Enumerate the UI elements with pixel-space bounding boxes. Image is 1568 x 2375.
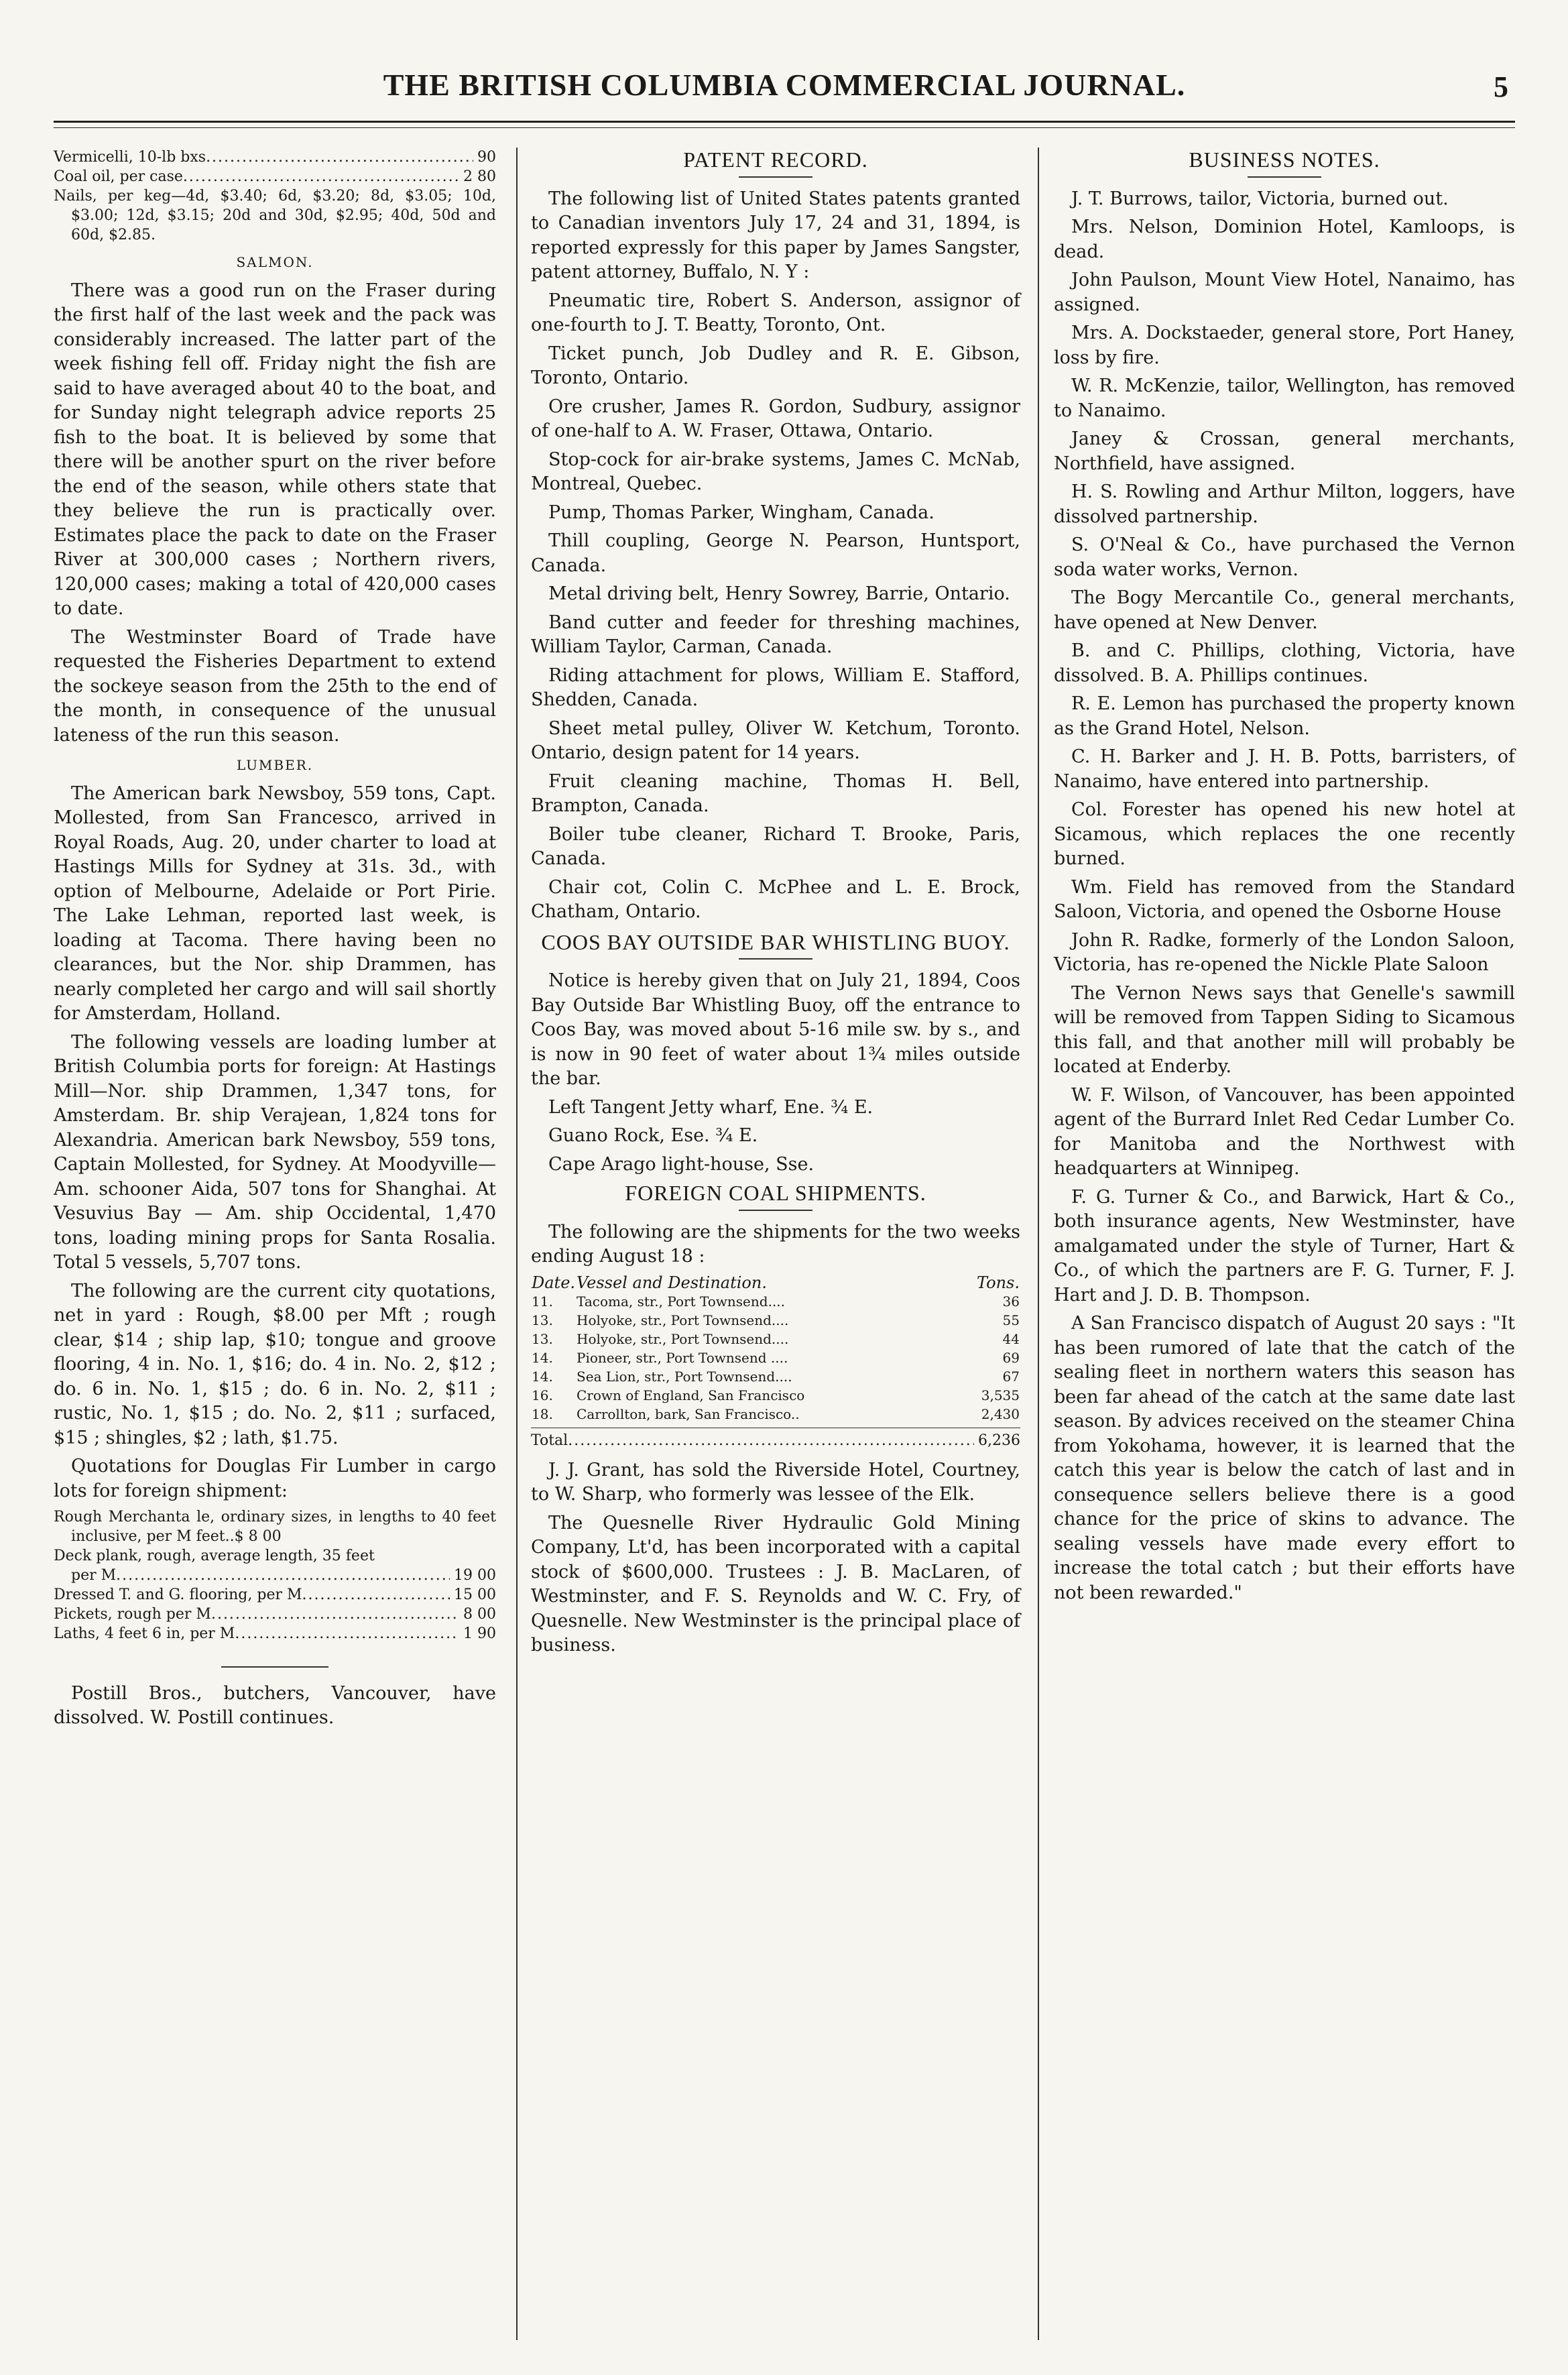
section-heading-lumber: LUMBER. [236, 757, 314, 773]
heading-rule [1248, 176, 1321, 178]
business-note: Mrs. Nelson, Dominion Hotel, Kamloops, is dead. [1054, 217, 1515, 262]
business-note: J. T. Burrows, tailor, Victoria, burned out. [1071, 188, 1449, 209]
table-row: 14. Pioneer, str., Port Townsend .... 69 [532, 1349, 1020, 1366]
masthead [54, 47, 1515, 127]
page-number: 5 [1494, 70, 1508, 103]
paragraph: The Westminster Board of Trade have requested the Fisheries Department to extend the sockeye season from the 25th to the end of the month, in consequence of the unusual lateness of the run this season. [54, 626, 496, 746]
column-patents-shipments [531, 148, 1020, 2340]
business-note: Janey & Crossan, general merchants, Northfield, have assigned. [1054, 428, 1515, 474]
heading-rule [739, 958, 812, 960]
coal-total-line: Total ..... 6,236 [531, 1428, 1020, 1450]
column-header-tons: Tons. [977, 1273, 1020, 1292]
section-heading-coos-bay: COOS BAY OUTSIDE BAR WHISTLING BUOY. [541, 929, 1010, 954]
bearing-line: Left Tangent Jetty wharf, Ene. ¾ E. [548, 1096, 873, 1118]
business-note: John R. Radke, formerly of the London Saloon, Victoria, has re-opened the Nickle Plate Saloon [1054, 929, 1515, 975]
business-note: B. and C. Phillips, clothing, Victoria, have dissolved. B. A. Phillips continues. [1054, 640, 1515, 686]
paragraph: The following are the current city quotations, net in yard : Rough, $8.00 per Mft ; rough clear, $14 ; ship lap, $10; tongue and groove flooring, 4 in. No. 1, $16; do. 4 in. No. 2, $12 ; do. 6 in. No. 1, $15 ; do. 6 in. No. 2, $11 ; rustic, No. 1, $15 ; do. No. 2, $11 ; surfaced, $15 ; shingles, $2 ; lath, $1.75. [54, 1280, 496, 1448]
paragraph: There was a good run on the Fraser during the first half of the last week and the pack was considerably increased. The latter part of the week fishing fell off. Friday night the fish are said to have averaged about 40 to the boat, and for Sunday night telegraph advice reports 25 fish to the boat. It is believed by some that there will be another spurt on the river before the end of the season, while others state that they believe the run is practically over. Estimates place the pack to date on the Fraser River at 300,000 cases ; Northern rivers, 120,000 cases; making a total of 420,000 cases to date. [54, 280, 496, 619]
price-line: per M ..... 19 00 [54, 1566, 496, 1585]
masthead-rule-thin [54, 127, 1515, 128]
patent-item: Band cutter and feeder for threshing machines, William Taylor, Carman, Canada. [531, 612, 1020, 657]
section-heading-business-notes: BUSINESS NOTES. [1189, 148, 1380, 172]
patent-item: Boiler tube cleaner, Richard T. Brooke, Paris, Canada. [531, 823, 1020, 869]
business-note: W. R. McKenzie, tailor, Wellington, has removed to Nanaimo. [1054, 375, 1515, 421]
patent-item: Fruit cleaning machine, Thomas H. Bell, Brampton, Canada. [531, 770, 1020, 816]
coal-shipments-table [531, 1273, 1020, 1424]
patent-item: Sheet metal pulley, Oliver W. Ketchum, Toronto. Ontario, design patent for 14 years. [531, 717, 1020, 763]
business-note: F. G. Turner & Co., and Barwick, Hart & Co., both insurance agents, New Westminster, have amalgamated under the style of Turner, Hart & Co., of which the partners are F. G. Turner, F. J. Hart and J. D. B. Thompson. [1054, 1186, 1515, 1306]
column-header-vessel: Vessel and Destination. [577, 1273, 767, 1292]
column-divider [516, 148, 518, 2340]
price-line: Pickets, rough per M ..... 8 00 [54, 1605, 496, 1624]
patent-item: Chair cot, Colin C. McPhee and L. E. Brock, Chatham, Ontario. [531, 876, 1020, 922]
column-business-notes [1054, 148, 1515, 2340]
masthead-rule [54, 121, 1515, 123]
paragraph: Quotations for Douglas Fir Lumber in cargo lots for foreign shipment: [54, 1456, 496, 1501]
section-heading-salmon: SALMON. [236, 254, 314, 270]
fir-price-line: Deck plank, rough, average length, 35 feet [54, 1548, 375, 1564]
patent-item: Pneumatic tire, Robert S. Anderson, assignor of one-fourth to J. T. Beatty, Toronto, Ont. [531, 290, 1020, 335]
heading-rule [739, 1210, 812, 1211]
price-line: Laths, 4 feet 6 in, per M ..... 1 90 [54, 1624, 496, 1643]
journal-title: THE BRITISH COLUMBIA COMMERCIAL JOURNAL. [383, 68, 1186, 102]
table-row: 14. Sea Lion, str., Port Townsend.... 67 [532, 1368, 1020, 1385]
patent-item: Metal driving belt, Henry Sowrey, Barrie, Ontario. [548, 583, 1010, 604]
table-row: 11. Tacoma, str., Port Townsend.... 36 [532, 1293, 1020, 1310]
price-line: Dressed T. and G. flooring, per M ..... 15 00 [54, 1585, 496, 1605]
price-line: Coal oil, per case ..... 2 80 [54, 167, 496, 186]
patent-item: Thill coupling, George N. Pearson, Huntsport, Canada. [531, 530, 1020, 576]
business-note: A San Francisco dispatch of August 20 says : "It has been rumored of late that the catch of the sealing fleet in northern waters this season has been far ahead of the catch at the same date last season. By advices received on the steamer China from Yokohama, however, it is learned that the catch this year is below the catch of last and in consequence sellers believe there is a good chance for the price of skins to advance. The sealing vessels have made every effort to increase the total catch ; but their efforts have not been rewarded." [1054, 1313, 1515, 1603]
patent-item: Ore crusher, James R. Gordon, Sudbury, assignor of one-half to A. W. Fraser, Ottawa, Ontario. [531, 396, 1020, 441]
section-heading-patent-record: PATENT RECORD. [683, 148, 868, 172]
heading-rule [739, 176, 812, 178]
table-row: 13. Holyoke, str., Port Townsend.... 44 [532, 1330, 1020, 1347]
business-note: W. F. Wilson, of Vancouver, has been appointed agent of the Burrard Inlet Red Cedar Lumber Co. for Manitoba and the Northwest with headquarters at Winnipeg. [1054, 1084, 1515, 1179]
paragraph: The following list of United States patents granted to Canadian inventors July 17, 24 and 31, 1894, is reported expressly for this paper by James Sangster, patent attorney, Buffalo, N. Y : [531, 188, 1020, 282]
business-note: R. E. Lemon has purchased the property known as the Grand Hotel, Nelson. [1054, 693, 1515, 739]
paragraph: The Quesnelle River Hydraulic Gold Mining Company, Lt'd, has been incorporated with a capital stock of $600,000. Trustees : J. B. MacLaren, of Westminster, and F. S. Reynolds and W. C. Fry, of Quesnelle. New Westminster is the principal place of business. [531, 1512, 1020, 1656]
newspaper-page [54, 47, 1515, 2340]
price-line: Vermicelli, 10-lb bxs ..... 90 [54, 148, 496, 167]
table-header-row [531, 1273, 1020, 1292]
business-note: S. O'Neal & Co., have purchased the Vernon soda water works, Vernon. [1054, 534, 1515, 580]
column-divider [1038, 148, 1039, 2340]
table-row: 18. Carrollton, bark, San Francisco.. 2,430 [532, 1405, 1020, 1422]
column-header-date: Date. [532, 1273, 576, 1292]
ornament-divider [54, 1650, 496, 1675]
business-note: Mrs. A. Dockstaeder, general store, Port Haney, loss by fire. [1054, 323, 1515, 368]
patent-item: Riding attachment for plows, William E. Stafford, Shedden, Canada. [531, 664, 1020, 710]
bearing-line: Guano Rock, Ese. ¾ E. [548, 1125, 758, 1146]
business-note: The Bogy Mercantile Co., general merchants, have opened at New Denver. [1054, 587, 1515, 633]
paragraph: Postill Bros., butchers, Vancouver, have dissolved. W. Postill continues. [54, 1682, 496, 1728]
business-note: John Paulson, Mount View Hotel, Nanaimo, has assigned. [1054, 270, 1515, 315]
business-note: Wm. Field has removed from the Standard Saloon, Victoria, and opened the Osborne House [1054, 876, 1515, 922]
paragraph: The following vessels are loading lumber at British Columbia ports for foreign: At Hastings Mill—Nor. ship Drammen, 1,347 tons, for Amsterdam. Br. ship Verajean, 1,824 tons for Alexandria. American bark Newsboy, 559 tons, Captain Mollested, for Sydney. At Moodyville—Am. schooner Aida, 507 tons for Shanghai. At Vesuvius Bay — Am. ship Occidental, 1,470 tons, loading mining props for Santa Rosalia. Total 5 vessels, 5,707 tons. [54, 1031, 496, 1273]
patent-item: Stop-cock for air-brake systems, James C. McNab, Montreal, Quebec. [531, 449, 1020, 494]
fir-price-line: Rough Merchanta le, ordinary sizes, in lengths to 40 feet inclusive, per M feet..$ 8 00 [54, 1509, 496, 1545]
table-row: 13. Holyoke, str., Port Townsend.... 55 [532, 1312, 1020, 1328]
business-note: H. S. Rowling and Arthur Milton, loggers, have dissolved partnership. [1054, 481, 1515, 527]
patent-item: Pump, Thomas Parker, Wingham, Canada. [548, 502, 934, 523]
paragraph: The American bark Newsboy, 559 tons, Capt. Mollested, from San Francesco, arrived in Royal Roads, Aug. 20, under charter to load at Hastings Mills for Sydney at 31s. 3d., with option of Melbourne, Adelaide or Port Pirie. The Lake Lehman, reported last week, is loading at Tacoma. There having been no clearances, but the Nor. ship Drammen, has nearly completed her cargo and will sail shortly for Amsterdam, Holland. [54, 783, 496, 1024]
business-note: Col. Forester has opened his new hotel at Sicamous, which replaces the one recently burned. [1054, 799, 1515, 869]
table-row: 16. Crown of England, San Francisco 3,535 [532, 1387, 1020, 1403]
paragraph: Notice is hereby given that on July 21, 1894, Coos Bay Outside Bar Whistling Buoy, off the entrance to Coos Bay, was moved about 5-16 mile sw. by s., and is now in 90 feet of water about 1¾ miles outside the bar. [531, 970, 1020, 1089]
bearing-line: Cape Arago light-house, Sse. [548, 1153, 815, 1175]
paragraph: J. J. Grant, has sold the Riverside Hotel, Courtney, to W. Sharp, who formerly was lessee of the Elk. [531, 1459, 1020, 1505]
business-note: The Vernon News says that Genelle's sawmill will be removed from Tappen Siding to Sicamous this fall, and that another mill will probably be located at Enderby. [1054, 982, 1515, 1077]
paragraph: The following are the shipments for the two weeks ending August 18 : [531, 1221, 1020, 1267]
column-market-reports [54, 148, 496, 2340]
section-heading-coal-shipments: FOREIGN COAL SHIPMENTS. [625, 1181, 926, 1205]
business-note: C. H. Barker and J. H. B. Potts, barristers, of Nanaimo, have entered into partnership. [1054, 746, 1515, 792]
patent-item: Ticket punch, Job Dudley and R. E. Gibson, Toronto, Ontario. [531, 343, 1020, 388]
nails-prices: Nails, per keg—4d, $3.40; 6d, $3.20; 8d, $3.05; 10d, $3.00; 12d, $3.15; 20d and 30d, $2.95; 40d, 50d and 60d, $2.85. [54, 188, 496, 243]
